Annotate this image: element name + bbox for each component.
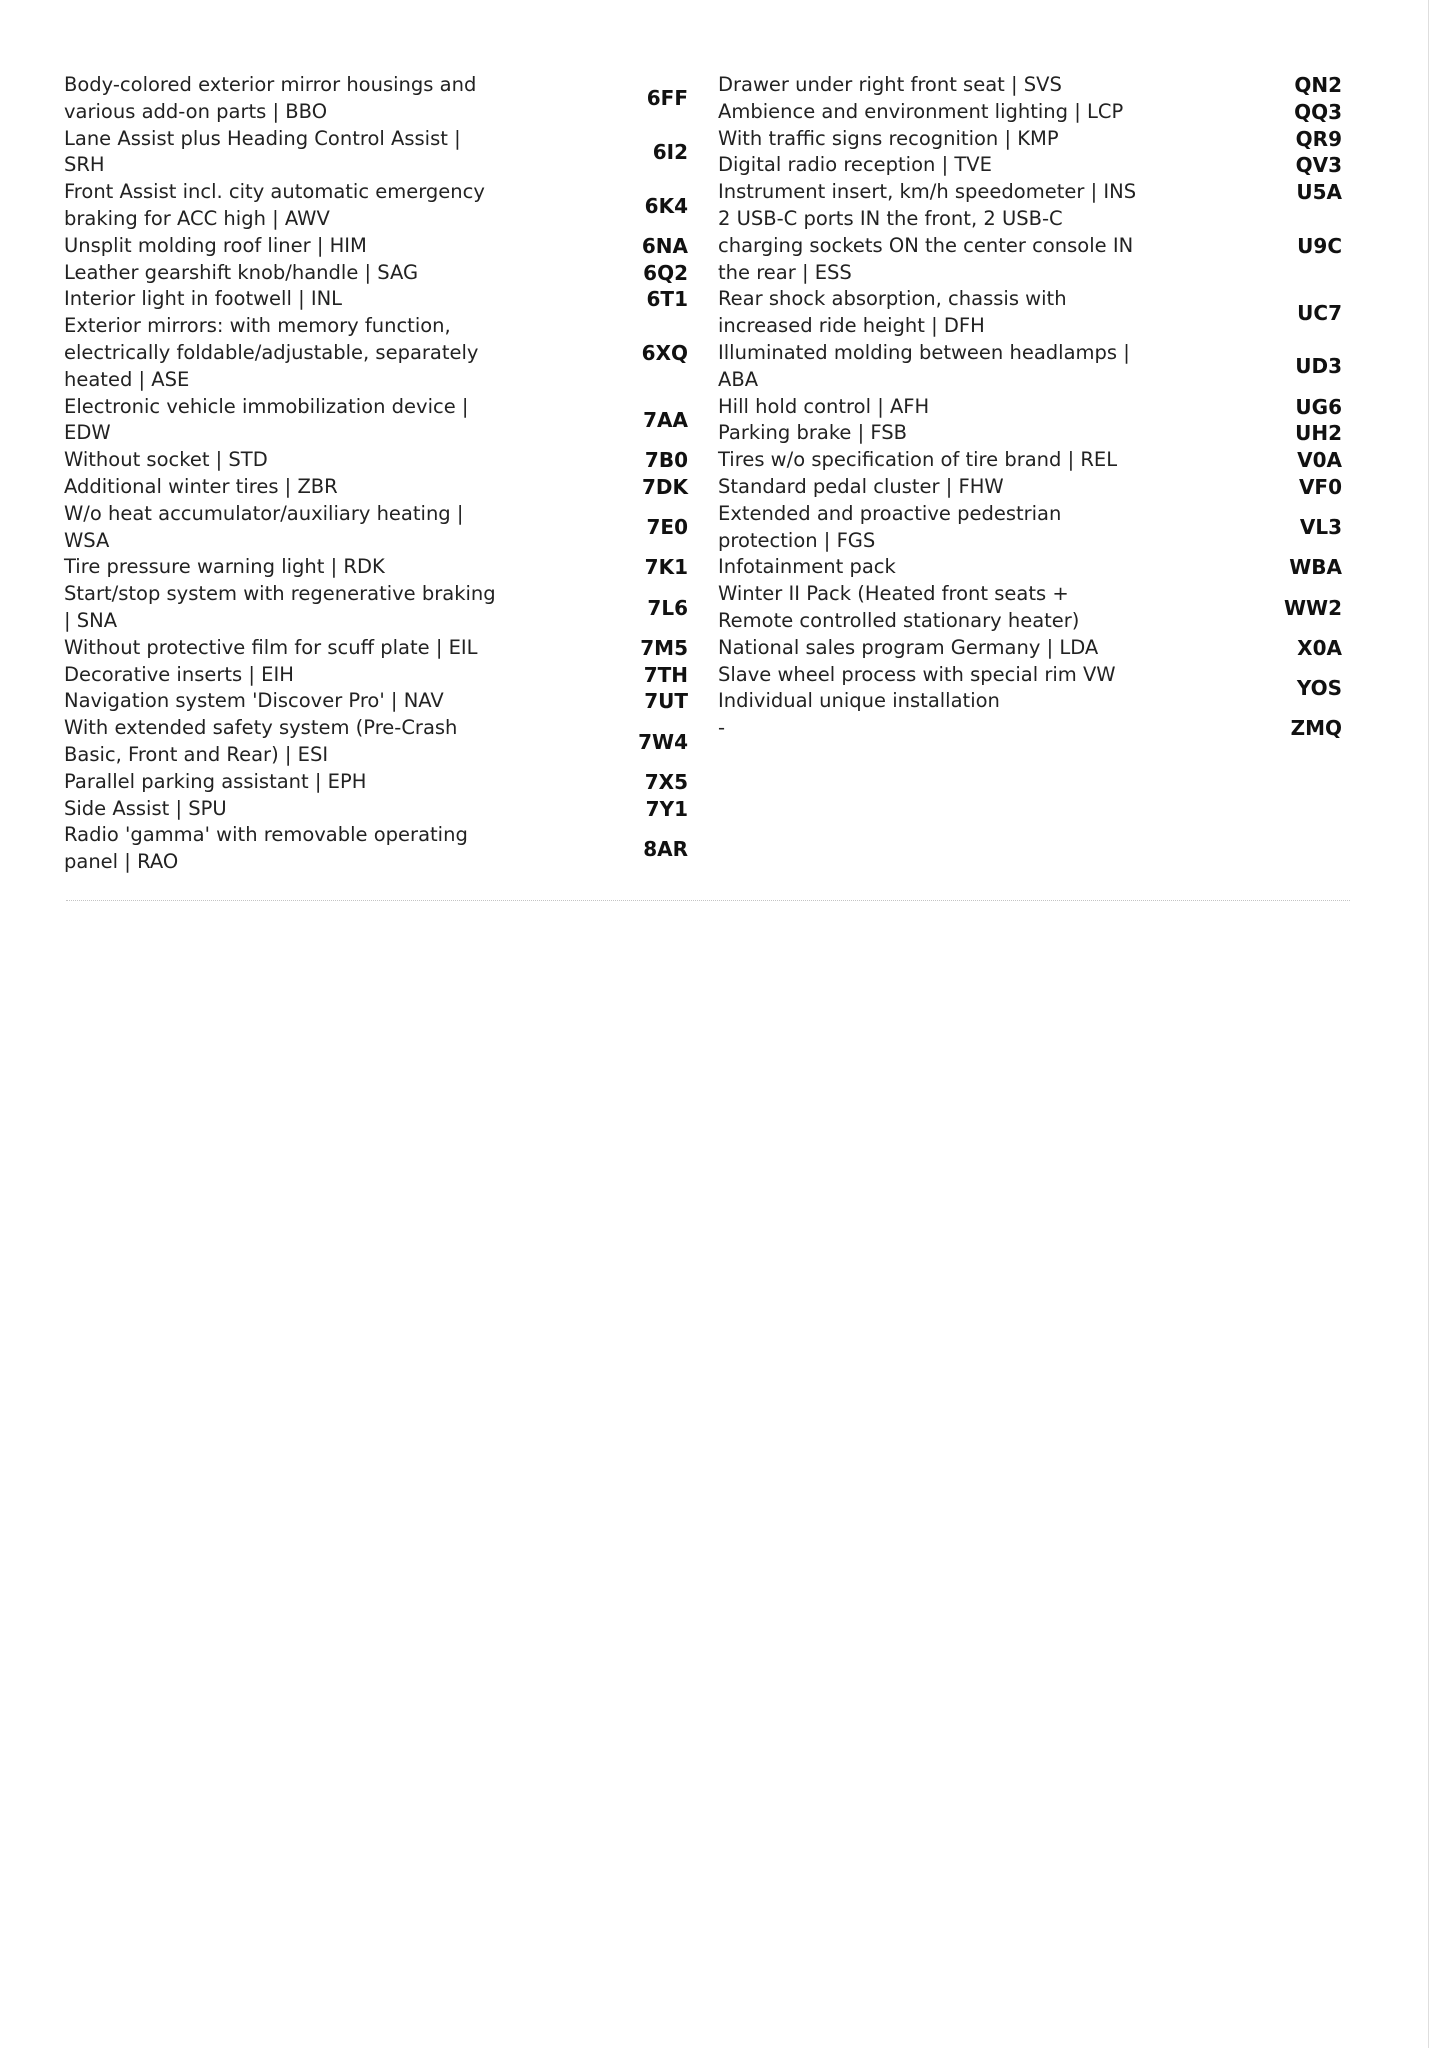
description-line: Exterior mirrors: with memory function,: [64, 314, 451, 338]
option-row: [64, 474, 692, 501]
description-line: Parking brake | FSB: [718, 421, 908, 445]
option-row: [64, 554, 692, 581]
description-line: Without protective film for scuff plate | EIL: [64, 635, 478, 659]
option-description: [64, 260, 418, 287]
option-code: UD3: [1295, 354, 1342, 379]
option-code: QV3: [1295, 153, 1342, 178]
option-description: [64, 72, 476, 126]
option-description: [718, 99, 1123, 126]
option-description: [64, 635, 478, 662]
option-row: [64, 233, 692, 260]
description-line: -: [718, 716, 726, 740]
description-line: Tires w/o specification of tire brand | REL: [718, 448, 1118, 472]
description-line: Ambience and environment lighting | LCP: [718, 99, 1124, 123]
option-code: 7X5: [644, 769, 688, 794]
description-line: Radio 'gamma' with removable operating: [64, 823, 468, 847]
description-line: Decorative inserts | EIH: [64, 662, 294, 686]
option-description: [64, 822, 468, 876]
description-line: 2 USB-C ports IN the front, 2 USB-C: [718, 206, 1063, 230]
option-code: 6T1: [646, 287, 688, 312]
option-row: [64, 260, 692, 287]
description-line: W/o heat accumulator/auxiliary heating |: [64, 501, 464, 525]
description-line: Winter II Pack (Heated front seats +: [718, 582, 1069, 606]
description-line: With traffic signs recognition | KMP: [718, 126, 1059, 150]
description-line: Navigation system 'Discover Pro' | NAV: [64, 689, 444, 713]
option-description: [718, 152, 992, 179]
option-code: 7E0: [646, 515, 688, 540]
option-row: [718, 581, 1346, 635]
option-code: UG6: [1295, 394, 1342, 419]
option-row: [64, 313, 692, 393]
option-code: 7Y1: [645, 796, 688, 821]
description-line: Unsplit molding roof liner | HIM: [64, 233, 367, 257]
description-line: SRH: [64, 153, 105, 177]
option-description: [718, 447, 1117, 474]
option-code: UC7: [1297, 300, 1342, 325]
description-line: Without socket | STD: [64, 448, 268, 472]
description-line: Extended and proactive pedestrian: [718, 501, 1062, 525]
option-row: [64, 126, 692, 180]
description-line: WSA: [64, 528, 110, 552]
option-row: [718, 554, 1346, 581]
option-code: 6Q2: [643, 260, 688, 285]
description-line: Standard pedal cluster | FHW: [718, 474, 1004, 498]
option-row: [64, 635, 692, 662]
option-description: [718, 474, 1004, 501]
option-code: VF0: [1298, 474, 1342, 499]
description-line: protection | FGS: [718, 528, 876, 552]
option-code: 7UT: [644, 689, 688, 714]
description-line: panel | RAO: [64, 850, 179, 874]
option-code: 6XQ: [641, 340, 688, 365]
option-description: [64, 554, 385, 581]
option-code: 8AR: [643, 836, 688, 861]
description-line: Side Assist | SPU: [64, 796, 227, 820]
option-code: V0A: [1297, 448, 1342, 473]
option-code: 7TH: [643, 662, 688, 687]
option-description: [718, 715, 725, 742]
option-description: [718, 662, 1116, 716]
left-option-column: [64, 72, 692, 876]
description-line: Electronic vehicle immobilization device |: [64, 394, 469, 418]
option-description: [64, 233, 367, 260]
description-line: Drawer under right front seat | SVS: [718, 73, 1062, 96]
description-line: Front Assist incl. city automatic emergency: [64, 180, 485, 204]
option-description: [64, 796, 227, 823]
description-line: Instrument insert, km/h speedometer | INS: [718, 180, 1137, 204]
option-code: 6FF: [646, 86, 688, 111]
description-line: braking for ACC high | AWV: [64, 206, 330, 230]
description-line: various add-on parts | BBO: [64, 99, 328, 123]
option-row: [64, 822, 692, 876]
option-code: 7L6: [647, 595, 688, 620]
description-line: electrically foldable/adjustable, separately: [64, 340, 479, 364]
option-row: [64, 501, 692, 555]
option-description: [718, 179, 1136, 206]
option-description: [64, 447, 268, 474]
option-code: 7AA: [643, 407, 688, 432]
option-row: [64, 796, 692, 823]
option-code: UH2: [1295, 421, 1342, 446]
option-row: [64, 179, 692, 233]
option-description: [718, 501, 1061, 555]
option-description: [64, 474, 338, 501]
option-description: [64, 313, 478, 393]
page-edge-line: [1428, 0, 1429, 2048]
option-row: [718, 394, 1346, 421]
option-description: [64, 715, 457, 769]
option-description: [64, 688, 444, 715]
option-row: [718, 206, 1346, 286]
option-description: [64, 501, 463, 555]
description-line: increased ride height | DFH: [718, 314, 985, 338]
option-code: QR9: [1295, 126, 1342, 151]
option-description: [718, 126, 1059, 153]
option-row: [64, 581, 692, 635]
option-row: [718, 72, 1346, 99]
description-line: With extended safety system (Pre-Crash: [64, 716, 458, 740]
option-code: QN2: [1294, 73, 1342, 97]
option-code: 7M5: [640, 635, 688, 660]
description-line: heated | ASE: [64, 367, 190, 391]
option-code: 7B0: [644, 448, 688, 473]
option-row: [718, 715, 1346, 742]
option-description: [64, 286, 342, 313]
option-row: [718, 99, 1346, 126]
option-description: [718, 340, 1130, 394]
option-row: [718, 152, 1346, 179]
option-description: [64, 769, 366, 796]
description-line: Infotainment pack: [718, 555, 896, 579]
description-line: National sales program Germany | LDA: [718, 635, 1099, 659]
description-line: charging sockets ON the center console IN: [718, 233, 1134, 257]
option-row: [64, 72, 692, 126]
option-code: VL3: [1299, 515, 1342, 540]
option-code: 6NA: [641, 233, 688, 258]
option-description: [718, 286, 1067, 340]
option-row: [718, 501, 1346, 555]
description-line: the rear | ESS: [718, 260, 852, 284]
option-code: U9C: [1297, 233, 1342, 258]
option-row: [718, 179, 1346, 206]
option-code: U5A: [1296, 180, 1342, 205]
description-line: Illuminated molding between headlamps |: [718, 340, 1130, 364]
option-description: [718, 206, 1133, 286]
description-line: Interior light in footwell | INL: [64, 287, 343, 311]
option-description: [64, 581, 496, 635]
description-line: EDW: [64, 421, 111, 445]
description-line: Remote controlled stationary heater): [718, 608, 1080, 632]
description-line: Individual unique installation: [718, 689, 1000, 713]
option-code: 7W4: [638, 729, 688, 754]
description-line: Digital radio reception | TVE: [718, 153, 992, 177]
option-description: [718, 581, 1079, 635]
description-line: Lane Assist plus Heading Control Assist |: [64, 126, 461, 150]
option-description: [64, 179, 485, 233]
option-code: WBA: [1289, 555, 1342, 580]
option-code: 7K1: [644, 555, 688, 580]
option-row: [64, 286, 692, 313]
description-line: Rear shock absorption, chassis with: [718, 287, 1067, 311]
description-line: Basic, Front and Rear) | ESI: [64, 742, 329, 766]
option-row: [718, 447, 1346, 474]
description-line: Start/stop system with regenerative braking: [64, 582, 496, 606]
description-line: | SNA: [64, 608, 118, 632]
right-option-column: [718, 72, 1346, 742]
option-code: QQ3: [1294, 99, 1342, 124]
description-line: ABA: [718, 367, 759, 391]
option-row: [64, 394, 692, 448]
option-row: [718, 286, 1346, 340]
option-code: 7DK: [641, 474, 688, 499]
option-row: [718, 126, 1346, 153]
option-code: WW2: [1283, 595, 1342, 620]
option-code: X0A: [1297, 635, 1342, 660]
option-row: [64, 715, 692, 769]
option-description: [64, 662, 294, 689]
description-line: Tire pressure warning light | RDK: [64, 555, 385, 579]
option-row: [64, 769, 692, 796]
option-row: [64, 447, 692, 474]
option-row: [718, 474, 1346, 501]
description-line: Hill hold control | AFH: [718, 394, 930, 418]
option-description: [718, 394, 929, 421]
separator-line: [66, 900, 1350, 901]
option-description: [718, 420, 907, 447]
description-line: Parallel parking assistant | EPH: [64, 769, 367, 793]
option-code: ZMQ: [1290, 716, 1342, 741]
option-code: 6I2: [652, 139, 688, 164]
description-line: Body-colored exterior mirror housings and: [64, 73, 477, 96]
option-code: YOS: [1296, 675, 1342, 700]
description-line: Additional winter tires | ZBR: [64, 474, 338, 498]
option-description: [718, 635, 1098, 662]
option-row: [718, 340, 1346, 394]
option-description: [718, 72, 1062, 99]
description-line: Slave wheel process with special rim VW: [718, 662, 1116, 686]
option-code: 6K4: [644, 193, 688, 218]
description-line: Leather gearshift knob/handle | SAG: [64, 260, 419, 284]
option-description: [718, 554, 896, 581]
option-row: [718, 635, 1346, 662]
option-row: [64, 688, 692, 715]
option-description: [64, 126, 461, 180]
option-row: [718, 420, 1346, 447]
option-description: [64, 394, 469, 448]
option-row: [718, 662, 1346, 716]
option-row: [64, 662, 692, 689]
